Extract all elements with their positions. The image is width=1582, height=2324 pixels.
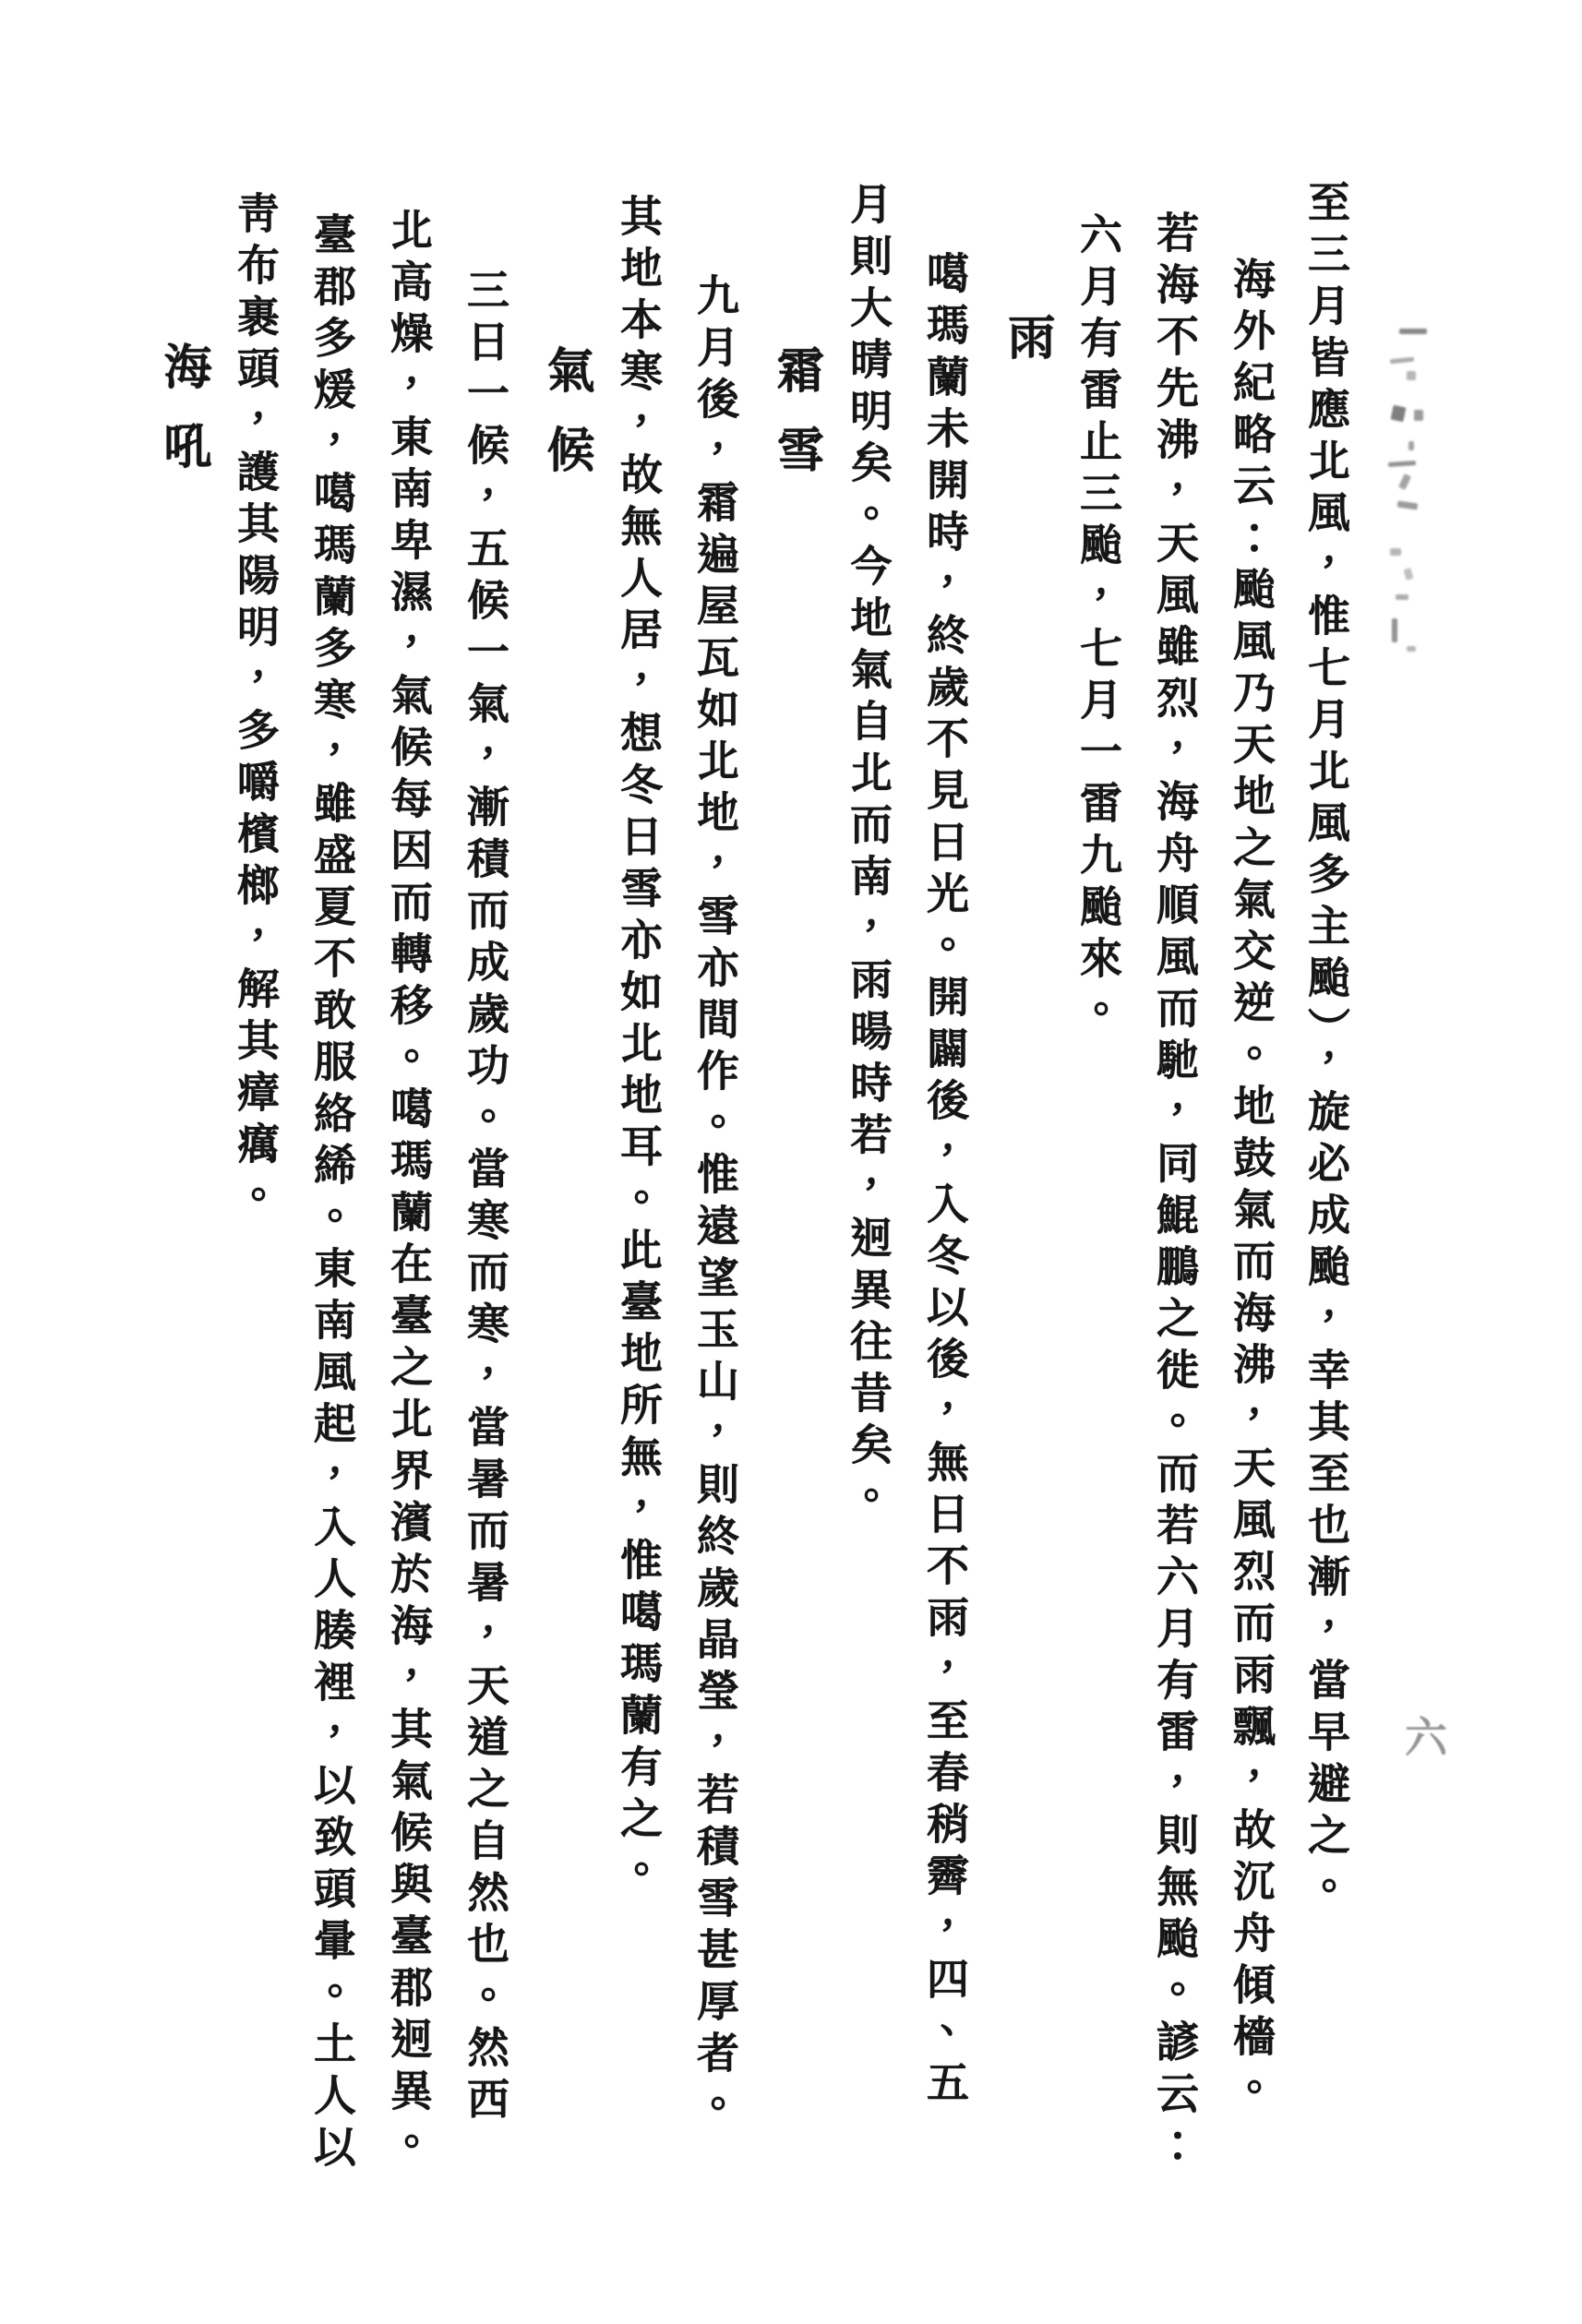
folio-page-number: 六 xyxy=(1399,1715,1446,1757)
section-header-frost-snow: 霜雪 xyxy=(769,345,821,504)
text-column-1: 至三月皆應北風，惟七月北風多主颱），旋必成颱，幸其至也漸，當早避之。 xyxy=(1302,180,1349,1916)
section-header-sea-roar: 海吼 xyxy=(156,341,209,500)
text-column-7: 九月後，霜遍屋瓦如北地，雪亦間作。惟遠望玉山，則終歲晶瑩，若積雪甚厚者。 xyxy=(691,273,738,2134)
faded-running-title xyxy=(1383,321,1440,690)
section-header-rain: 雨 xyxy=(1000,312,1052,391)
text-column-2: 海外紀略云：颱風乃天地之氣交逆。地鼓氣而海沸，天風烈而雨飄，故沉舟傾檣。 xyxy=(1228,257,1275,2117)
text-column-5: 噶瑪蘭未開時，終歲不見日光。開闢後，入冬以後，無日不雨，至春稍霽，四、五 xyxy=(921,251,968,2112)
text-column-11: 臺郡多煖，噶瑪蘭多寒，雖盛夏不敢服絡絺。東南風起，入人腠裡，以致頭暈。土人以 xyxy=(308,212,355,2176)
text-column-6: 月則大晴明矣。今地氣自北而南，雨暘時若，迥異往昔矣。 xyxy=(845,182,892,1526)
section-header-climate: 氣候 xyxy=(539,345,592,504)
text-column-10: 北高燥，東南卑濕，氣候每因而轉移。噶瑪蘭在臺之北界濱於海，其氣候與臺郡迥異。 xyxy=(385,208,432,2172)
text-column-9: 三日一候，五候一氣，漸積而成歲功。當寒而寒，當暑而暑，天道之自然也。然西 xyxy=(461,268,509,2128)
text-column-3: 若海不先沸，天風雖烈，海舟順風而馳，同鯤鵬之徙。而若六月有雷，則無颱。諺云： xyxy=(1151,210,1198,2174)
text-column-12: 靑布裹頭，護其陽明，多嚼檳榔，解其瘴癘。 xyxy=(232,191,279,1225)
text-column-4-proverb: 六月有雷止三颱，七月一雷九颱來。 xyxy=(1074,212,1121,1039)
text-column-8: 其地本寒，故無人居，想冬日雪亦如北地耳。此臺地所無，惟噶瑪蘭有之。 xyxy=(615,194,662,1899)
